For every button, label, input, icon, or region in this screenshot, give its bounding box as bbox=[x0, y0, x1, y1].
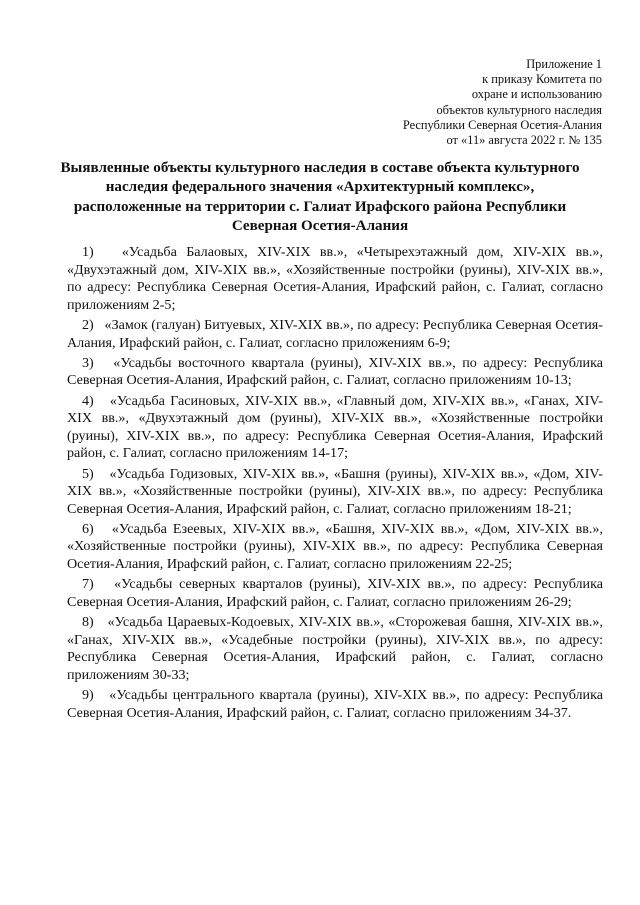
item-number: 5) bbox=[82, 465, 94, 482]
item-text: «Усадьба Гасиновых, XIV-XIX вв.», «Главный дом, XIV-XIX вв.», «Ганах, XIV-XIX вв.», «Двухэтажный дом (руины), XIV-XIX вв.», «Хозяйственные постройки (руины), XIV-XIX вв.», по адресу: Республика Северная Осетия-Алания, Ирафский район, с. Галиат, согласно приложениям 14-17; bbox=[67, 392, 604, 462]
list-item bbox=[67, 687, 603, 722]
title-line: Северная Осетия-Алания bbox=[231, 217, 409, 234]
title-line: Выявленные объекты культурного наследия в составе объекта культурного bbox=[60, 160, 580, 176]
list-item bbox=[67, 614, 603, 684]
item-number: 1) bbox=[82, 244, 94, 260]
item-text: «Усадьбы центрального квартала (руины), XIV-XIX вв.», по адресу: Республика Северная Осетия-Алания, Ирафский район, с. Галиат, согласно приложениям 34-37. bbox=[67, 687, 603, 721]
list-item bbox=[67, 521, 603, 574]
item-number: 4) bbox=[82, 392, 94, 409]
item-number: 8) bbox=[82, 614, 94, 631]
annex-line: к приказу Комитета по bbox=[482, 72, 602, 87]
annex-line: объектов культурного наследия bbox=[436, 102, 602, 117]
annex-line: охране и использованию bbox=[471, 87, 602, 102]
annex-line: от «11» августа 2022 г. № 135 bbox=[446, 133, 602, 148]
item-text: «Усадьбы восточного квартала (руины), XIV-XIX вв.», по адресу: Республика Северная Осетия-Алания, Ирафский район, с. Галиат, согласно приложениям 10-13; bbox=[67, 354, 603, 389]
item-text: «Усадьбы северных кварталов (руины), XIV-XIX вв.», по адресу: Республика Северная Осетия-Алания, Ирафский район, с. Галиат, согласно приложениям 26-29; bbox=[67, 576, 603, 610]
item-number: 2) bbox=[82, 316, 94, 333]
item-text: «Замок (галуан) Битуевых, XIV-XIX вв.», по адресу: Республика Северная Осетия-Алания, Ирафский район, с. Галиат, согласно приложениям 6-9; bbox=[67, 316, 603, 351]
item-number: 9) bbox=[82, 687, 94, 703]
item-text: «Усадьба Цараевых-Кодоевых, XIV-XIX вв.», «Сторожевая башня, XIV-XIX вв.», «Ганах, XIV-XIX вв.», «Усадебные постройки (руины), XIV-XIX вв.», по адресу: Республика Северная Осетия-Алания, Ирафский район, с. Галиат, согласно приложениям 30-33; bbox=[67, 614, 604, 683]
list-item bbox=[67, 317, 603, 352]
annex-header bbox=[312, 57, 602, 148]
item-text: «Усадьба Годизовых, XIV-XIX вв.», «Башня (руины), XIV-XIX вв.», «Дом, XIV-XIX вв.», «Хозяйственные постройки (руины), XIV-XIX вв.», по адресу: Республика Северная Осетия-Алания, Ирафский район, с. Галиат, согласно приложениям 18-21; bbox=[67, 465, 603, 517]
list-item bbox=[67, 576, 603, 611]
heritage-objects-list bbox=[67, 244, 603, 725]
item-number: 3) bbox=[82, 354, 94, 371]
list-item bbox=[67, 393, 603, 463]
title-line: наследия федерального значения «Архитектурный комплекс», bbox=[105, 179, 535, 196]
list-item bbox=[67, 244, 603, 314]
item-text: «Усадьба Езеевых, XIV-XIX вв.», «Башня, XIV-XIX вв.», «Дом, XIV-XIX вв.», «Хозяйственные постройки (руины), XIV-XIX вв.», по адресу: Республика Северная Осетия-Алания, Ирафский район, с. Галиат, согласно приложениям 22-25; bbox=[67, 520, 603, 573]
annex-line: Приложение 1 bbox=[526, 57, 602, 71]
document-title bbox=[52, 159, 588, 236]
item-number: 6) bbox=[82, 520, 94, 537]
item-text: «Усадьба Балаовых, XIV-XIX вв.», «Четырехэтажный дом, XIV-XIX вв.», «Двухэтажный дом, XIV-XIX вв.», «Хозяйственные постройки (руины), XIV-XIX вв.», по адресу: Республика Северная Осетия-Алания, Ирафский район, с. Галиат, согласно приложениям 2-5; bbox=[67, 244, 603, 313]
item-number: 7) bbox=[82, 576, 94, 593]
list-item bbox=[67, 466, 603, 519]
title-line: расположенные на территории с. Галиат Ирафского района Республики bbox=[73, 198, 567, 215]
annex-line: Республики Северная Осетия-Алания bbox=[402, 117, 602, 132]
list-item bbox=[67, 355, 603, 390]
